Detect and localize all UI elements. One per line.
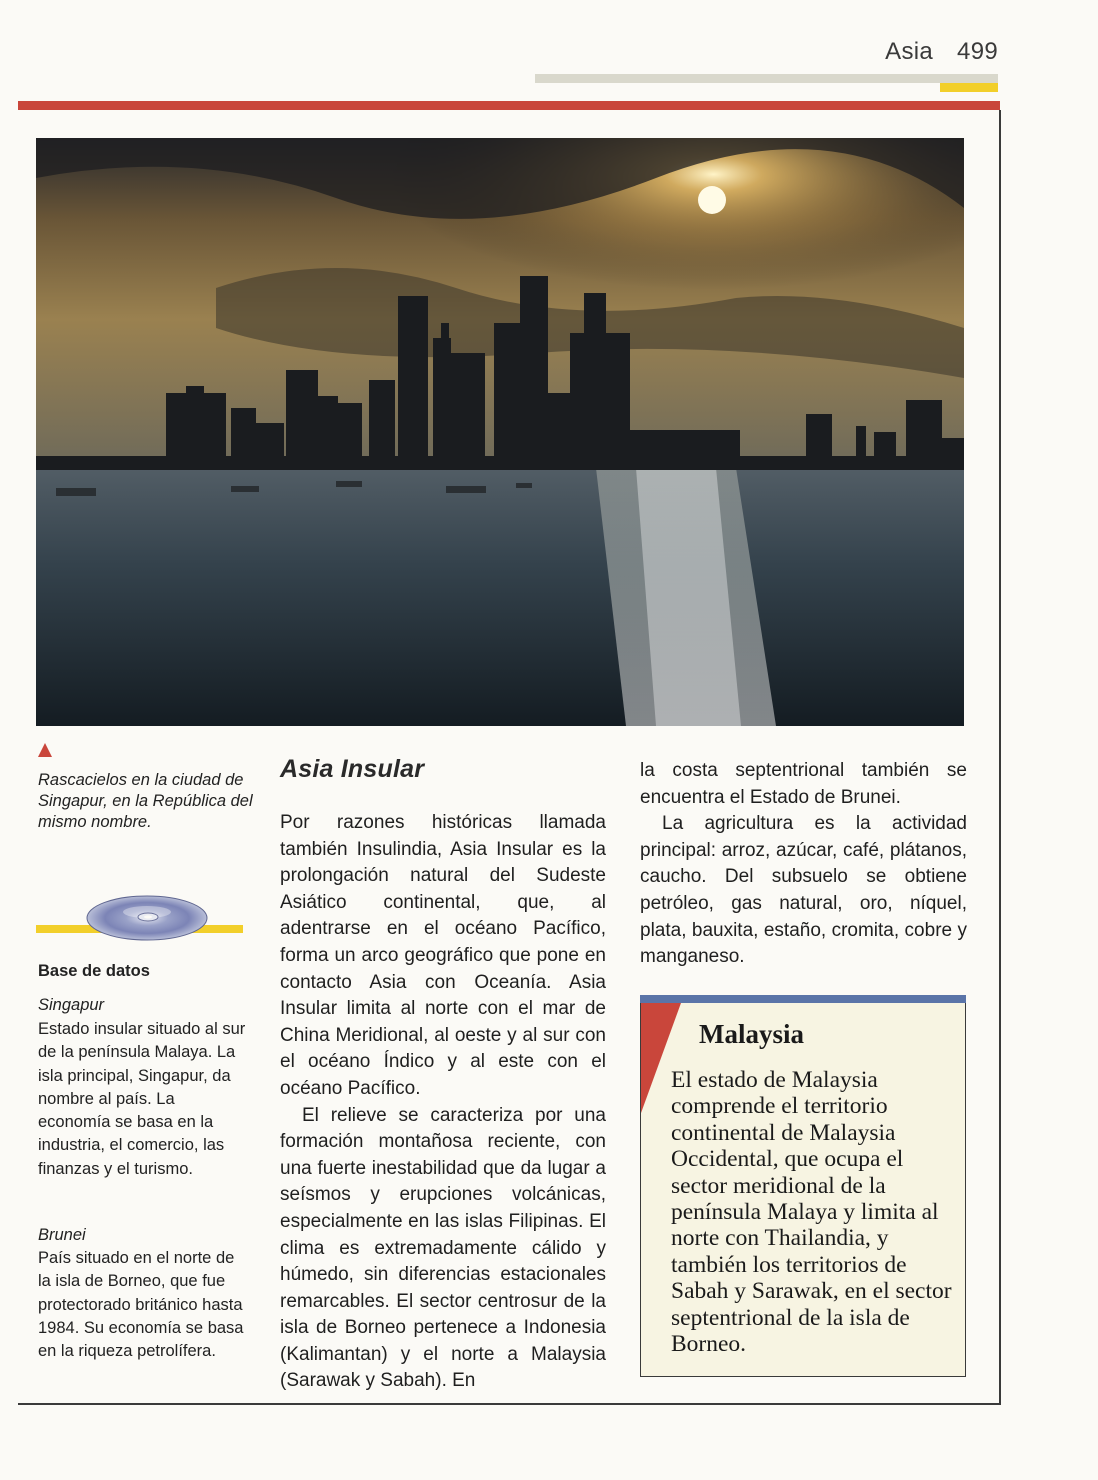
database-entry-singapur-name: Singapur [38,996,105,1014]
box-blue-bar [640,995,966,1003]
database-entry-singapur-text: Estado insular situado al sur de la península Malaya. La isla principal, Singapur, da nombre al país. La economía se basa en la industria, el comercio, las finanzas y el turismo. [38,1020,246,1178]
caption-triangle-icon [38,743,52,757]
page-number: 499 [957,38,998,65]
skyline-illustration [36,138,964,726]
box-text: El estado de Malaysia comprende el territorio continental de Malaysia Occidental, que ocupa el sector meridional de la península Malaya y limita al norte con Thailandia, y también los territorios de Sabah y Sarawak, en el sector septentrional de la isla de Borneo. [671,1067,952,1358]
section-name: Asia [885,38,934,65]
article-paragraph: La agricultura es la actividad principal: arroz, azúcar, café, plátanos, caucho. Del subsuelo se obtiene petróleo, gas natural, oro, níquel, plata, bauxita, estaño, cromita, cobre y manganeso. [640,813,967,968]
frame-right-rule [999,110,1001,1404]
running-head [760,38,998,66]
box-title: Malaysia [699,1019,804,1049]
article-column-middle [280,810,606,1395]
frame-bottom-rule [18,1403,1001,1405]
header-red-rule [18,101,1000,110]
compact-disc-icon [82,892,212,944]
database-entry-brunei-name: Brunei [38,1226,86,1244]
photo-caption: Rascacielos en la ciudad de Singapur, en la República del mismo nombre. [38,771,253,831]
header-gray-bar [535,74,998,83]
malaysia-box [640,1003,966,1377]
header-yellow-bar [940,83,998,92]
article-paragraph: la costa septentrional también se encuentra el Estado de Brunei. [640,760,967,808]
singapore-skyline-photo [36,138,964,726]
article-paragraph: El relieve se caracteriza por una formación montañosa reciente, con una fuerte inestabilidad que da lugar a seísmos y erupciones volcánicas, especialmente en las islas Filipinas. El clima es extremadamente cálido y húmedo, sin diferencias estacionales remarcables. El sector centrosur de la isla de Borneo pertenece a Indonesia (Kalimantan) y el norte a Malaysia (Sarawak y Sabah). En [280,1104,606,1392]
article-paragraph: Por razones históricas llamada también Insulindia, Asia Insular es la prolongación natural del Sudeste Asiático continental, que, al adentrarse en el océano Pacífico, forma un arco geográfico que pone en contacto Asia con Oceanía. Asia Insular limita al norte con el mar de China Meridional, al oeste y al sur con el océano Índico y al este con el océano Pacífico. [280,812,606,1099]
database-entry-brunei-text: País situado en el norte de la isla de Borneo, que fue protectorado británico hasta 1984. Su economía se basa en la riqueza petrolífera. [38,1249,244,1361]
database-heading: Base de datos [38,962,150,980]
article-column-right [640,758,967,971]
article-title: Asia Insular [280,755,425,783]
